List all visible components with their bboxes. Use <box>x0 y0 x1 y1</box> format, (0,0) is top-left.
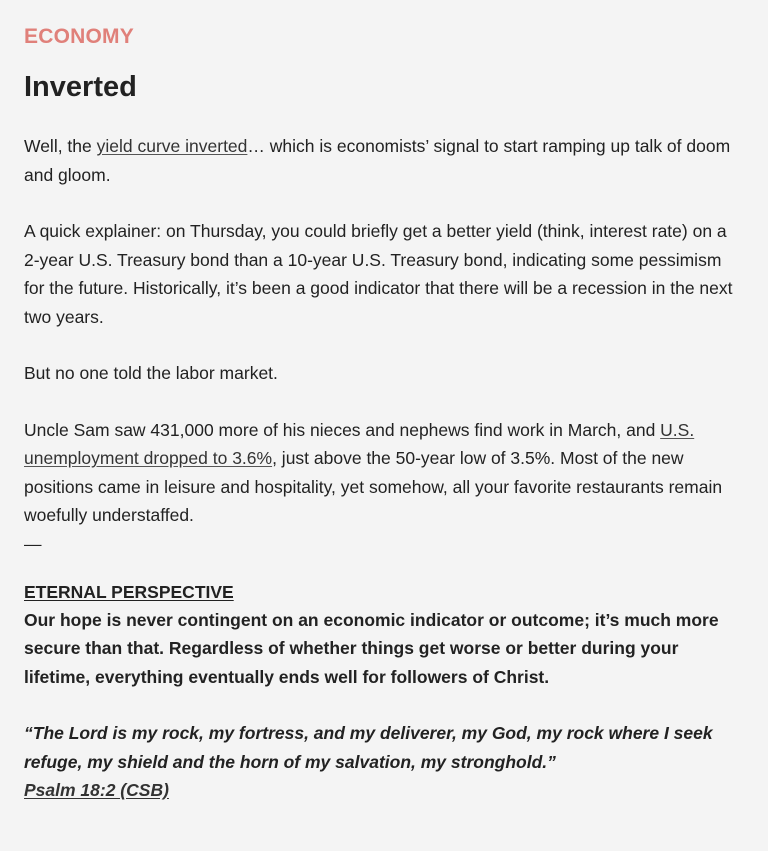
article-title: Inverted <box>24 71 137 103</box>
unemployment-link[interactable]: U.S. unemployment dropped to 3.6% <box>24 419 695 468</box>
paragraph-explainer: A quick explainer: on Thursday, you could briefly get a better yield (think, interest rate) on a 2-year U.S. Treasury bond than a 10-year U.S. Treasury bond, indicating some pessimism for the future. Historically, it’s been a good indicator that there will be a recession in the next two years. <box>24 221 733 327</box>
category-label: ECONOMY <box>24 25 134 48</box>
scripture-quote: “The Lord is my rock, my fortress, and my deliverer, my God, my rock where I seek refuge, my shield and the horn of my salvation, my stronghold.” <box>24 723 713 772</box>
eternal-perspective-body: Our hope is never contingent on an economic indicator or outcome; it’s much more secure than that. Regardless of whether things get worse or better during your lifetime, everything eventually ends well for followers of Christ. <box>24 609 719 687</box>
scripture-reference <box>24 776 744 805</box>
paragraph-text: Uncle Sam saw 431,000 more of his nieces and nephews find work in March, and <box>24 419 661 440</box>
eternal-perspective-heading: ETERNAL PERSPECTIVE <box>24 581 234 602</box>
paragraph-text: … which is economists’ signal to start ramping up talk of doom and gloom. <box>24 136 731 185</box>
yield-curve-link[interactable]: yield curve inverted <box>96 136 248 156</box>
paragraph-labor-market: But no one told the labor market. <box>24 363 278 383</box>
paragraph-text: Well, the <box>24 136 97 156</box>
paragraph-text: , just above the 50-year low of 3.5%. Most of the new positions came in leisure and hospitality, yet somehow, all your favorite restaurants remain woefully understaffed. <box>24 448 723 525</box>
paragraph-yield-curve <box>24 132 744 189</box>
scripture-reference-link[interactable]: Psalm 18:2 (CSB) <box>24 780 169 800</box>
section-divider: — <box>24 533 42 554</box>
paragraph-unemployment <box>24 416 744 530</box>
